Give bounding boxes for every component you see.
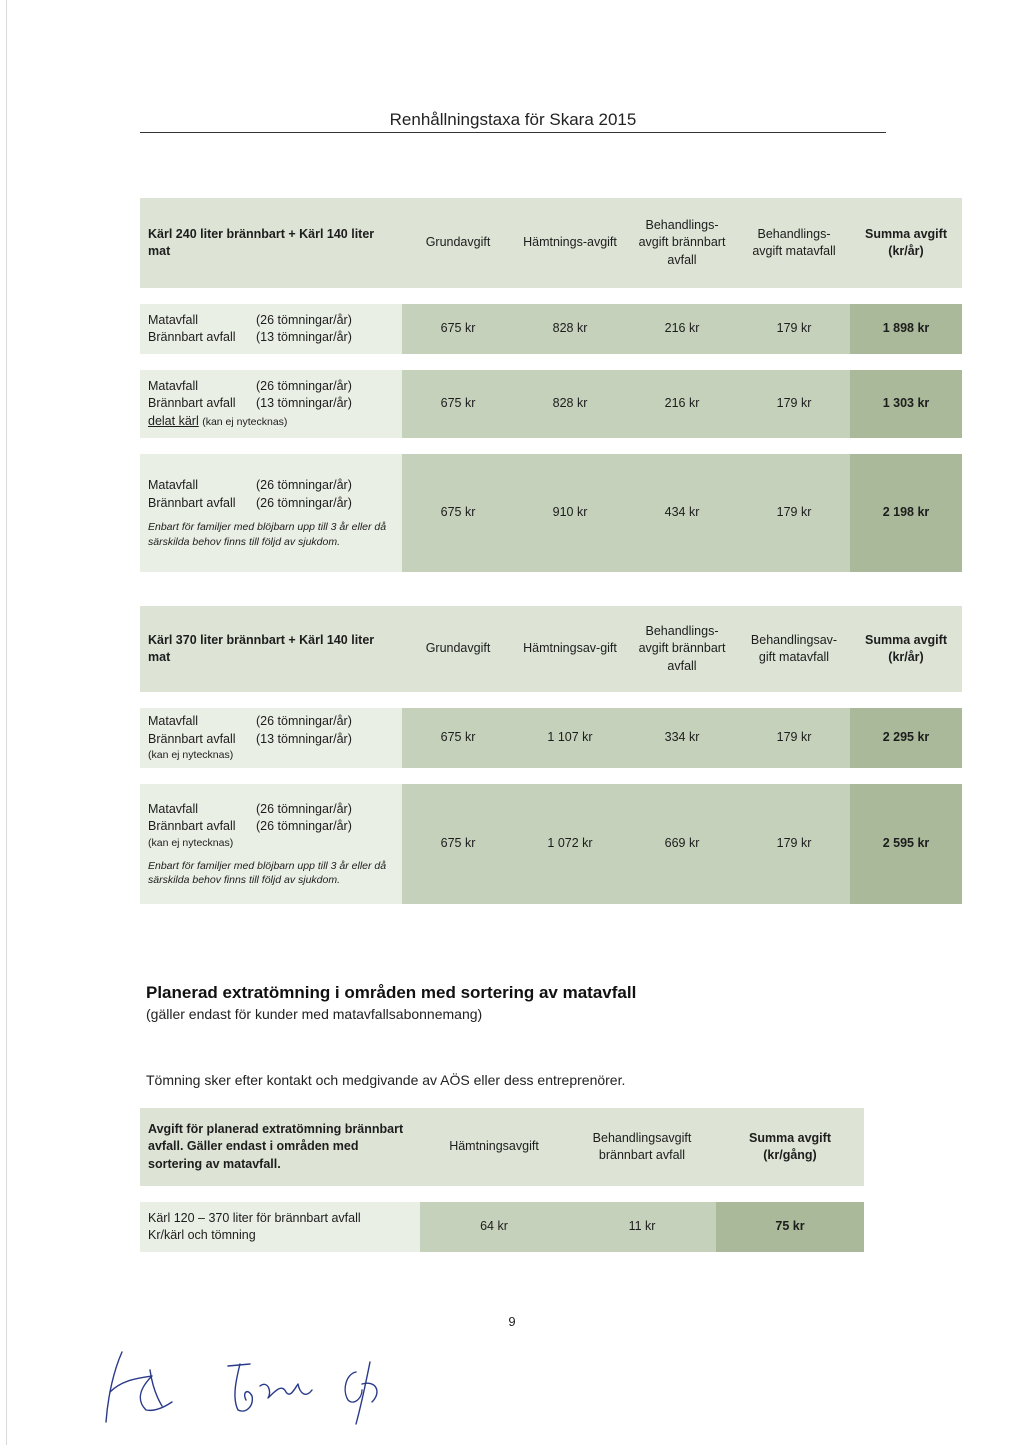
cell-behandling-matavfall: 179 kr bbox=[738, 370, 850, 438]
label-frequency: (26 tömningar/år) bbox=[256, 478, 352, 493]
header-container: Kärl 240 liter brännbart + Kärl 140 liter mat bbox=[140, 198, 402, 288]
label-frequency: (26 tömningar/år) bbox=[256, 801, 352, 816]
header-grundavgift: Grundavgift bbox=[402, 198, 514, 288]
tariff-table-370 bbox=[140, 606, 962, 904]
label-waste-type: Matavfall bbox=[148, 478, 199, 493]
section-subtitle: (gäller endast för kunder med matavfallsabonnemang) bbox=[146, 1006, 483, 1022]
table-row bbox=[140, 784, 962, 904]
header-summa: Summa avgift (kr/år) bbox=[850, 198, 962, 288]
page-edge bbox=[6, 0, 7, 1445]
label-not-new: (kan ej nytecknas) bbox=[202, 415, 288, 428]
cell-grundavgift: 675 kr bbox=[402, 304, 514, 354]
section-title: Planerad extratömning i områden med sortering av matavfall bbox=[146, 983, 637, 1002]
header-behandling-matavfall: Behandlings-avgift matavfall bbox=[738, 198, 850, 288]
label-frequency: (13 tömningar/år) bbox=[256, 396, 352, 411]
label-waste-type: Matavfall bbox=[148, 801, 199, 816]
header-summa: Summa avgift (kr/år) bbox=[850, 606, 962, 692]
label-bin-size: Kärl 120 – 370 liter för brännbart avfall bbox=[148, 1210, 361, 1225]
row-label bbox=[140, 1202, 420, 1252]
table-header bbox=[140, 606, 962, 692]
row-note: Enbart för familjer med blöjbarn upp till 3 år eller då särskilda behov finns till följd av sjukdom. bbox=[148, 521, 387, 548]
label-waste-type: Matavfall bbox=[148, 312, 199, 327]
label-frequency: (26 tömningar/år) bbox=[256, 312, 352, 327]
cell-summa: 75 kr bbox=[716, 1202, 864, 1252]
label-waste-type: Brännbart avfall bbox=[148, 731, 236, 746]
cell-behandling-brannbart: 216 kr bbox=[626, 304, 738, 354]
table-row bbox=[140, 304, 962, 354]
cell-hamtningsavgift: 828 kr bbox=[514, 304, 626, 354]
cell-behandling-brannbart: 216 kr bbox=[626, 370, 738, 438]
cell-summa: 2 295 kr bbox=[850, 708, 962, 768]
label-shared-bin: delat kärl bbox=[148, 413, 199, 428]
cell-behandling-matavfall: 179 kr bbox=[738, 454, 850, 572]
table-row bbox=[140, 454, 962, 572]
title-rule bbox=[140, 132, 886, 133]
label-waste-type: Matavfall bbox=[148, 378, 199, 393]
label-frequency: (26 tömningar/år) bbox=[256, 378, 352, 393]
cell-summa: 2 198 kr bbox=[850, 454, 962, 572]
table-row bbox=[140, 1202, 864, 1252]
label-frequency: (26 tömningar/år) bbox=[256, 819, 352, 834]
cell-behandling-brannbart: 334 kr bbox=[626, 708, 738, 768]
cell-behandling-matavfall: 179 kr bbox=[738, 708, 850, 768]
header-hamtningsavgift: Hämtnings-avgift bbox=[514, 198, 626, 288]
label-frequency: (13 tömningar/år) bbox=[256, 731, 352, 746]
label-frequency: (13 tömningar/år) bbox=[256, 330, 352, 344]
cell-grundavgift: 675 kr bbox=[402, 784, 514, 904]
label-frequency: (26 tömningar/år) bbox=[256, 714, 352, 729]
header-grundavgift: Grundavgift bbox=[402, 606, 514, 692]
table-row bbox=[140, 370, 962, 438]
row-label bbox=[140, 370, 402, 438]
tariff-table-240 bbox=[140, 198, 962, 572]
cell-summa: 1 303 kr bbox=[850, 370, 962, 438]
cell-grundavgift: 675 kr bbox=[402, 454, 514, 572]
cell-hamtningsavgift: 828 kr bbox=[514, 370, 626, 438]
row-label bbox=[140, 454, 402, 572]
extra-emptying-table bbox=[140, 1108, 864, 1252]
handwritten-signatures bbox=[100, 1340, 400, 1430]
label-not-new: (kan ej nytecknas) bbox=[148, 749, 234, 762]
label-not-new: (kan ej nytecknas) bbox=[148, 836, 234, 849]
label-waste-type: Matavfall bbox=[148, 714, 199, 729]
header-description: Avgift för planerad extratömning brännbart avfall. Gäller endast i områden med sortering av matavfall. bbox=[140, 1108, 420, 1186]
table-header bbox=[140, 198, 962, 288]
header-behandling-brannbart: Behandlings-avgift brännbart avfall bbox=[626, 606, 738, 692]
label-waste-type: Brännbart avfall bbox=[148, 495, 236, 510]
row-label bbox=[140, 784, 402, 904]
cell-behandling-matavfall: 179 kr bbox=[738, 304, 850, 354]
cell-summa: 1 898 kr bbox=[850, 304, 962, 354]
header-hamtningsavgift: Hämtningsav-gift bbox=[514, 606, 626, 692]
table-row bbox=[140, 708, 962, 768]
header-behandling-matavfall: Behandlingsav-gift matavfall bbox=[738, 606, 850, 692]
header-behandling-brannbart: Behandlingsavgift brännbart avfall bbox=[568, 1108, 716, 1186]
cell-hamtningsavgift: 1 107 kr bbox=[514, 708, 626, 768]
document-title: Renhållningstaxa för Skara 2015 bbox=[389, 110, 637, 129]
page-number: 9 bbox=[508, 1314, 516, 1329]
header-container: Kärl 370 liter brännbart + Kärl 140 liter mat bbox=[140, 606, 402, 692]
row-label bbox=[140, 708, 402, 768]
cell-hamtningsavgift: 64 kr bbox=[420, 1202, 568, 1252]
cell-behandling-brannbart: 434 kr bbox=[626, 454, 738, 572]
cell-hamtningsavgift: 1 072 kr bbox=[514, 784, 626, 904]
label-waste-type: Brännbart avfall bbox=[148, 819, 236, 834]
header-behandling-brannbart: Behandlings-avgift brännbart avfall bbox=[626, 198, 738, 288]
cell-grundavgift: 675 kr bbox=[402, 708, 514, 768]
row-label bbox=[140, 304, 402, 354]
header-summa: Summa avgift (kr/gång) bbox=[716, 1108, 864, 1186]
label-waste-type: Brännbart avfall bbox=[148, 396, 236, 411]
header-hamtningsavgift: Hämtningsavgift bbox=[420, 1108, 568, 1186]
cell-hamtningsavgift: 910 kr bbox=[514, 454, 626, 572]
label-waste-type: Brännbart avfall bbox=[148, 330, 236, 344]
section-paragraph: Tömning sker efter kontakt och medgivande av AÖS eller dess entreprenörer. bbox=[146, 1072, 626, 1088]
row-note: Enbart för familjer med blöjbarn upp till 3 år eller då särskilda behov finns till följd av sjukdom. bbox=[148, 859, 387, 886]
label-unit: Kr/kärl och tömning bbox=[148, 1228, 256, 1242]
label-frequency: (26 tömningar/år) bbox=[256, 495, 352, 510]
cell-grundavgift: 675 kr bbox=[402, 370, 514, 438]
cell-behandling-matavfall: 179 kr bbox=[738, 784, 850, 904]
cell-behandling-brannbart: 11 kr bbox=[568, 1202, 716, 1252]
cell-summa: 2 595 kr bbox=[850, 784, 962, 904]
cell-behandling-brannbart: 669 kr bbox=[626, 784, 738, 904]
table-header bbox=[140, 1108, 864, 1186]
